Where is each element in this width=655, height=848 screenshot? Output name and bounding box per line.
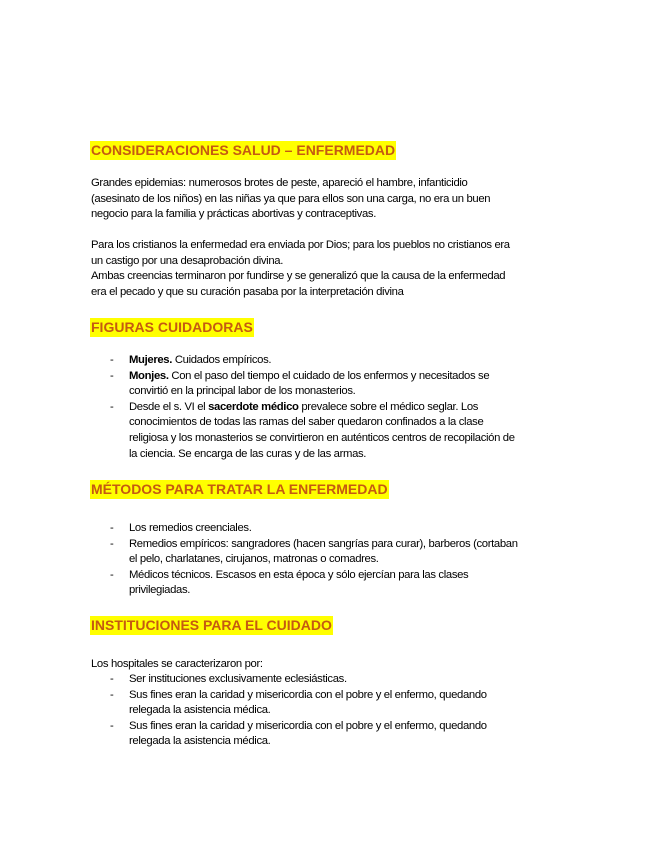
item-text: prevalece sobre el médico seglar. Los xyxy=(298,400,479,413)
item-text: conocimientos de todas las ramas del saber quedaron confinados a la clase xyxy=(129,416,484,429)
item-text: relegada la asistencia médica. xyxy=(129,704,271,717)
item-text: Remedios empíricos: sangradores (hacen sangrías para curar), barberos (cortaban xyxy=(129,537,518,550)
list-item xyxy=(91,568,571,599)
list-metodos xyxy=(91,521,571,599)
heading-instituciones: INSTITUCIONES PARA EL CUIDADO xyxy=(91,617,332,633)
text-line: un castigo por una desaprobación divina. xyxy=(91,254,283,267)
item-text: Con el paso del tiempo el cuidado de los enfermos y necesitados se xyxy=(168,369,490,382)
list-dash: - xyxy=(110,369,114,382)
text-line: (asesinato de los niños) en las niñas ya que para ellos son una carga, no era un buen xyxy=(91,192,491,205)
text-line: negocio para la familia y prácticas abortivas y contraceptivas. xyxy=(91,208,376,221)
item-text: el pelo, charlatanes, cirujanos, matronas o comadres. xyxy=(129,553,379,566)
text-line: era el pecado y que su curación pasaba por la interpretación divina xyxy=(91,285,404,298)
item-text: Sus fines eran la caridad y misericordia con el pobre y el enfermo, quedando xyxy=(129,688,487,701)
item-text: convirtió en la principal labor de los monasterios. xyxy=(129,385,356,398)
item-text: Los remedios creenciales. xyxy=(129,522,252,534)
list-dash: - xyxy=(110,688,114,701)
list-figuras xyxy=(91,353,571,462)
list-item xyxy=(91,369,571,400)
list-item xyxy=(91,719,571,750)
list-item xyxy=(91,688,571,719)
list-dash: - xyxy=(110,568,114,581)
text-line: Ambas creencias terminaron por fundirse y se generalizó que la causa de la enfermedad xyxy=(91,270,506,283)
heading-consideraciones: CONSIDERACIONES SALUD – ENFERMEDAD xyxy=(91,142,396,158)
term-bold: Monjes. xyxy=(129,369,169,382)
list-item xyxy=(91,400,571,462)
item-text: religiosa y los monasterios se convirtieron en auténticos centros de recopilación de xyxy=(129,431,515,444)
list-dash: - xyxy=(110,673,114,685)
term-bold: sacerdote médico xyxy=(208,400,299,413)
text-line: Los hospitales se caracterizaron por: xyxy=(91,658,263,670)
item-text: Médicos técnicos. Escasos en esta época y sólo ejercían para las clases xyxy=(129,568,469,581)
heading-figuras: FIGURAS CUIDADORAS xyxy=(91,319,253,335)
list-dash: - xyxy=(110,522,114,534)
list-item xyxy=(91,521,571,537)
item-text: relegada la asistencia médica. xyxy=(129,735,271,748)
list-item xyxy=(91,537,571,568)
item-text: Desde el s. VI el xyxy=(129,400,209,413)
list-dash: - xyxy=(110,400,114,413)
heading-metodos: MÉTODOS PARA TRATAR LA ENFERMEDAD xyxy=(91,481,388,497)
item-text: la ciencia. Se encarga de las curas y de las armas. xyxy=(129,447,367,460)
item-text: Cuidados empíricos. xyxy=(172,354,272,366)
list-dash: - xyxy=(110,537,114,550)
item-text: Sus fines eran la caridad y misericordia con el pobre y el enfermo, quedando xyxy=(129,719,487,732)
list-dash: - xyxy=(110,354,114,366)
list-item xyxy=(91,353,571,369)
text-line: Grandes epidemias: numerosos brotes de peste, apareció el hambre, infanticidio xyxy=(91,177,468,189)
paragraph-creencias xyxy=(91,238,571,300)
item-text: privilegiadas. xyxy=(129,584,191,597)
paragraph-hospitales-intro xyxy=(91,657,571,673)
list-dash: - xyxy=(110,719,114,732)
term-bold: Mujeres. xyxy=(129,354,173,366)
item-text: Ser instituciones exclusivamente eclesiásticas. xyxy=(129,673,347,685)
paragraph-epidemias xyxy=(91,176,571,223)
list-instituciones xyxy=(91,672,571,750)
text-line: Para los cristianos la enfermedad era enviada por Dios; para los pueblos no cristianos era xyxy=(91,239,510,251)
list-item xyxy=(91,672,571,688)
